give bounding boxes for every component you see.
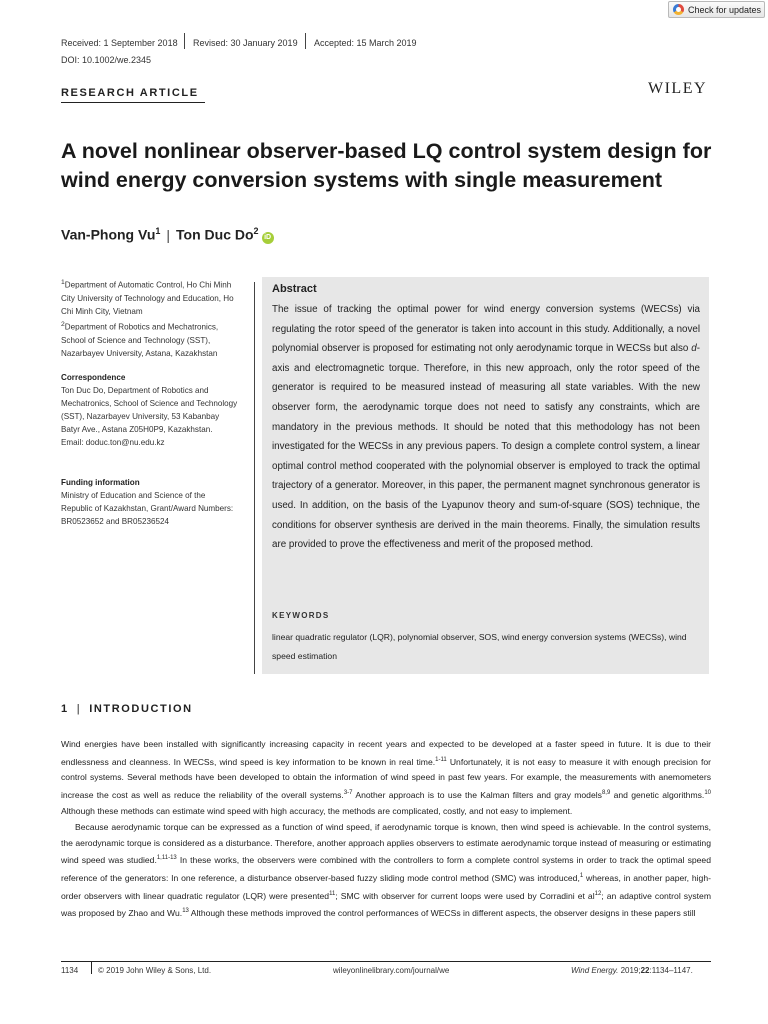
paragraph bbox=[61, 820, 711, 922]
author-name[interactable]: Ton Duc Do bbox=[176, 226, 254, 243]
affiliation-number: 2 bbox=[61, 321, 65, 328]
crossmark-icon bbox=[673, 4, 684, 15]
journal-url[interactable]: wileyonlinelibrary.com/journal/we bbox=[333, 966, 450, 975]
citation-pages: :1134–1147. bbox=[649, 966, 693, 975]
paragraph-text: Wind energies have been installed with significantly increasing capacity in recent years and expected to be developed at a faster speed in future. It is due to their endlessness and cleanness. In WECSs, wind speed is key information to be known in real time. bbox=[61, 739, 711, 767]
copyright: © 2019 John Wiley & Sons, Ltd. bbox=[98, 966, 212, 975]
paragraph-text: ; SMC with observer for current loops were used by Corradini et al bbox=[335, 890, 595, 901]
paragraph-text: whereas, in another paper, high-order observers with linear quadratic regulator (LQR) were presented bbox=[61, 872, 711, 901]
affiliation bbox=[61, 276, 239, 318]
keywords-heading: KEYWORDS bbox=[272, 611, 330, 620]
funding-block bbox=[61, 476, 239, 528]
check-for-updates-button[interactable] bbox=[668, 1, 765, 18]
section-title: INTRODUCTION bbox=[89, 703, 193, 715]
accepted-date: Accepted: 15 March 2019 bbox=[314, 38, 417, 48]
meta-divider bbox=[305, 33, 306, 49]
author-affiliation-mark: 2 bbox=[253, 226, 259, 236]
author-separator: | bbox=[166, 226, 171, 243]
affiliation-text: Department of Automatic Control, Ho Chi Minh City University of Technology and Education, Ho Chi Minh City, Vietnam bbox=[61, 280, 234, 316]
column-divider bbox=[254, 282, 255, 674]
citation-ref[interactable]: 10 bbox=[704, 790, 711, 797]
footer-rule bbox=[61, 961, 711, 962]
journal-name: Wind Energy. bbox=[571, 966, 619, 975]
paragraph-text: Although these methods improved the control performances of WECSs in different aspects, the observer designs in these papers still bbox=[188, 908, 696, 919]
keywords-text: linear quadratic regulator (LQR), polynomial observer, SOS, wind energy conversion systems (WECSs), wind speed estimation bbox=[272, 632, 687, 661]
affiliation bbox=[61, 318, 239, 360]
citation-year: 2019; bbox=[618, 966, 641, 975]
paragraph-text: Because aerodynamic torque can be expressed as a function of wind speed, if aerodynamic torque is known, then wind speed is achievable. In the control systems, the aerodynamic torque is considered as a disturbance. Therefore, another approach applies observers to estimate aerodynamic torque instead of measuring or estimating wind speed was studied. bbox=[61, 821, 711, 866]
citation-ref[interactable]: 13 bbox=[182, 908, 189, 915]
article-type: RESEARCH ARTICLE bbox=[61, 87, 199, 99]
abstract-text bbox=[272, 300, 700, 555]
correspondence-email[interactable]: Email: doduc.ton@nu.edu.kz bbox=[61, 438, 165, 447]
journal-citation bbox=[571, 966, 693, 975]
citation-ref[interactable]: 1-11 bbox=[435, 756, 447, 763]
funding-text: Ministry of Education and Science of the Republic of Kazakhstan, Grant/Award Numbers: BR0523652 and BR05236524 bbox=[61, 491, 234, 526]
section-heading bbox=[61, 703, 193, 715]
abstract-text-part: The issue of tracking the optimal power for wind energy conversion systems (WECSs) via regulating the rotor speed of the generator is taken into account in this study. Additionally, a novel polynomial observer is proposed for estimating not only aerodynamic torque in WECSs but also bbox=[272, 304, 700, 355]
abstract-italic-d: d bbox=[691, 343, 697, 355]
affiliation-number: 1 bbox=[61, 279, 65, 286]
citation-ref[interactable]: 1 bbox=[579, 872, 584, 879]
paragraph-text: Although these methods can estimate wind speed with high accuracy, the methods are complicated, costly, and not easy to implement. bbox=[61, 805, 573, 816]
citation-ref[interactable]: 12 bbox=[594, 890, 602, 897]
section-number: 1 bbox=[61, 703, 69, 715]
paragraph-text: Another approach is to use the Kalman filters and gray models bbox=[352, 790, 602, 801]
correspondence-heading: Correspondence bbox=[61, 373, 126, 382]
citation-ref[interactable]: 1,11-13 bbox=[156, 855, 177, 862]
author-list bbox=[61, 226, 274, 244]
correspondence-block bbox=[61, 371, 239, 449]
paragraph-text: Unfortunately, it is not easy to measure it with enough precision for control systems. Several methods have been developed to obtain the information of wind speed in past few years. For example, the measurements with anemometers increase the cost as well as reduce the reliability of the overall systems. bbox=[61, 756, 711, 801]
paragraph-text: In these works, the observers were combined with the controllers to form a complete control systems in order to track the optimal speed reference of the generators: In one reference, a disturbance observer-based fuzzy sliding mode control method (SMC) was introduced, bbox=[61, 855, 711, 883]
publisher-logo: WILEY bbox=[648, 80, 708, 97]
citation-ref[interactable]: 11 bbox=[329, 890, 336, 897]
funding-heading: Funding information bbox=[61, 478, 140, 487]
doi[interactable]: DOI: 10.1002/we.2345 bbox=[61, 55, 152, 65]
abstract-heading: Abstract bbox=[272, 283, 317, 295]
paragraph-text: ; an adaptive control system was proposed by Zhao and Wu. bbox=[61, 890, 711, 919]
paper-title: A novel nonlinear observer-based LQ control system design for wind energy conversion systems with single measurement bbox=[61, 139, 712, 192]
meta-divider bbox=[184, 33, 185, 49]
page-number: 1134 bbox=[61, 966, 79, 975]
introduction-body bbox=[61, 737, 711, 922]
paragraph bbox=[61, 737, 711, 820]
section-separator: | bbox=[76, 703, 82, 715]
orcid-icon[interactable]: iD bbox=[262, 232, 274, 244]
correspondence-text: Ton Duc Do, Department of Robotics and Mechatronics, School of Science and Technology (SST), Nazarbayev University, 53 Kabanbay Batyr Ave., Astana Z05H0P9, Kazakhstan. bbox=[61, 386, 238, 434]
abstract-text-part: -axis and electromagnetic torque. Therefore, in this new approach, only the rotor speed of the generator is required to be measured instead of measuring all state variables. With the new observer form, the aerodynamic torque does not need to satisfy any constraints, which are mandatory in the previous methods. It should be noted that this methodology has not been investigated for the WECSs in any previous papers. To design a complete control system, a linear optimal control method cooperated with the polynomial observer is employed to track the optimal trajectory of a generator. Moreover, in this paper, the permanent magnet synchronous generator is used. In addition, on the basis of the Lyapunov theory and sum-of-square (SOS) technique, the conditions for observer synthesis are derived in the main theorems. Finally, the simulation results are provided to prove the effectiveness and merit of the proposed method. bbox=[272, 343, 700, 551]
footer-divider bbox=[91, 962, 92, 974]
author-name[interactable]: Van-Phong Vu bbox=[61, 226, 156, 243]
citation-ref[interactable]: 3-7 bbox=[343, 790, 353, 797]
affiliation-text: Department of Robotics and Mechatronics, School of Science and Technology (SST), Nazarbayev University, Astana, Kazakhstan bbox=[61, 322, 219, 358]
revised-date: Revised: 30 January 2019 bbox=[193, 38, 298, 48]
citation-volume: 22 bbox=[640, 966, 650, 975]
citation-ref[interactable]: 8,9 bbox=[601, 790, 611, 797]
paragraph-text: and genetic algorithms. bbox=[610, 790, 705, 801]
article-type-underline bbox=[61, 102, 205, 103]
received-date: Received: 1 September 2018 bbox=[61, 38, 178, 48]
check-for-updates-label: Check for updates bbox=[688, 4, 762, 15]
author-affiliation-mark: 1 bbox=[155, 226, 161, 236]
